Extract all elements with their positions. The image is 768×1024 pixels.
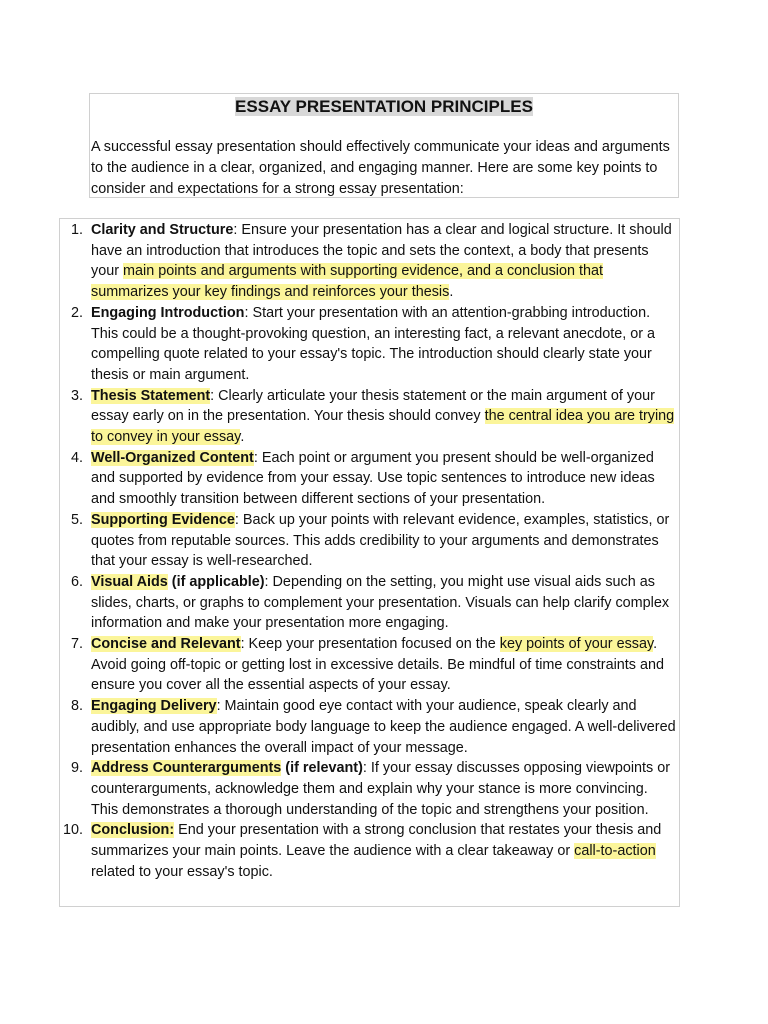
principle-number: 6. [70,573,83,590]
principle-number: 1. [70,222,83,238]
document-title [91,94,677,119]
principle-text-end: . [449,284,454,301]
principle-text: : Depending on the setting, you might use visual aids such as slides, charts, or graphs to complement your presentation. Visuals can help clarify complex information and make your presentation more engaging. [91,573,670,632]
principle-text: End your presentation with a strong conclusion that restates your thesis and summarizes your main points. Leave the audience with a clear takeaway or [91,822,662,860]
principle-number: 8. [70,698,83,715]
principle-text: : If your essay discusses opposing viewpoints or counterarguments, acknowledge them and explain why your stance is more convincing. This demonstrates a thorough understanding of the topic and strengthens your position. [91,760,671,818]
principle-text: : Each point or argument you present should be well-organized and supported by evidence from your essay. Use topic sentences to introduce new ideas and smoothly transition between different sections of your presentation. [91,449,655,508]
principle-text: : Start your presentation with an attention-grabbing introduction. This could be a thought-provoking question, an interesting fact, a relevant anecdote, or a compelling quote related to your essay's topic. The introduction should clearly state your thesis or main argument. [91,304,655,383]
principle-item [60,696,679,758]
principle-term: Well-Organized Content [91,449,254,466]
principle-highlighted-text: call-to-action [574,843,656,860]
principle-number: 3. [70,387,83,404]
principle-term: Visual Aids [91,573,168,590]
principle-term: Clarity and Structure [91,222,234,238]
principle-text-end: related to your essay's topic. [91,863,273,880]
principle-number: 2. [70,304,83,321]
principle-number: 5. [70,511,83,528]
principle-number: 9. [70,760,83,777]
principle-highlighted-text: main points and arguments with supporting evidence, and a conclusion that summarizes your key findings and reinforces your thesis [91,263,603,301]
document-title-text: ESSAY PRESENTATION PRINCIPLES [235,97,533,116]
principle-number: 4. [70,449,83,466]
principle-term: Engaging Delivery [91,698,217,715]
principle-term: Address Counterarguments [91,760,282,777]
principle-item [60,634,679,696]
principle-item [60,758,679,820]
principle-term-qualifier: (if relevant) [281,760,363,777]
principle-term: Supporting Evidence [91,511,235,528]
principles-section [59,218,680,907]
principle-item [60,303,679,386]
principle-text-end: . [240,429,245,446]
intro-section [89,93,679,198]
principle-highlighted-text: key points of your essay [499,636,654,653]
principle-text: : Clearly articulate your thesis statement or the main argument of your essay early on in the presentation. Your thesis should convey [91,387,655,425]
principle-text: : Ensure your presentation has a clear and logical structure. It should have an introduction that introduces the topic and sets the context, a body that presents your [91,222,672,280]
principle-number: 7. [70,636,83,653]
principle-item [60,510,679,572]
principle-item [60,220,679,303]
principle-term: Engaging Introduction [91,304,245,321]
principle-term: Conclusion: [91,822,175,839]
principle-term: Concise and Relevant [91,636,241,653]
principle-item [60,448,679,510]
principle-item [60,386,679,448]
principle-highlighted-text: the central idea you are trying to convey in your essay [91,408,675,446]
principle-item [60,572,679,634]
principle-text: : Maintain good eye contact with your audience, speak clearly and audibly, and use appropriate body language to keep the audience engaged. A well-delivered presentation enhances the overall impact of your message. [91,698,676,756]
principle-item [60,820,679,882]
principle-text: : Back up your points with relevant evidence, examples, statistics, or quotes from reputable sources. This adds credibility to your arguments and demonstrates that your essay is well-researched. [91,511,670,570]
principle-text: : Keep your presentation focused on the [240,636,500,653]
principle-text-end: . Avoid going off-topic or getting lost in excessive details. Be mindful of time constraints and ensure you cover all the essential aspects of your essay. [91,636,665,694]
principle-term-qualifier: (if applicable) [167,573,265,590]
principle-term: Thesis Statement [91,387,211,404]
principles-list [60,220,679,883]
principle-number: 10. [62,822,83,839]
intro-paragraph: A successful essay presentation should effectively communicate your ideas and arguments to the audience in a clear, organized, and engaging manner. Here are some key points to consider and expectations for a strong essay presentation: [91,139,670,197]
